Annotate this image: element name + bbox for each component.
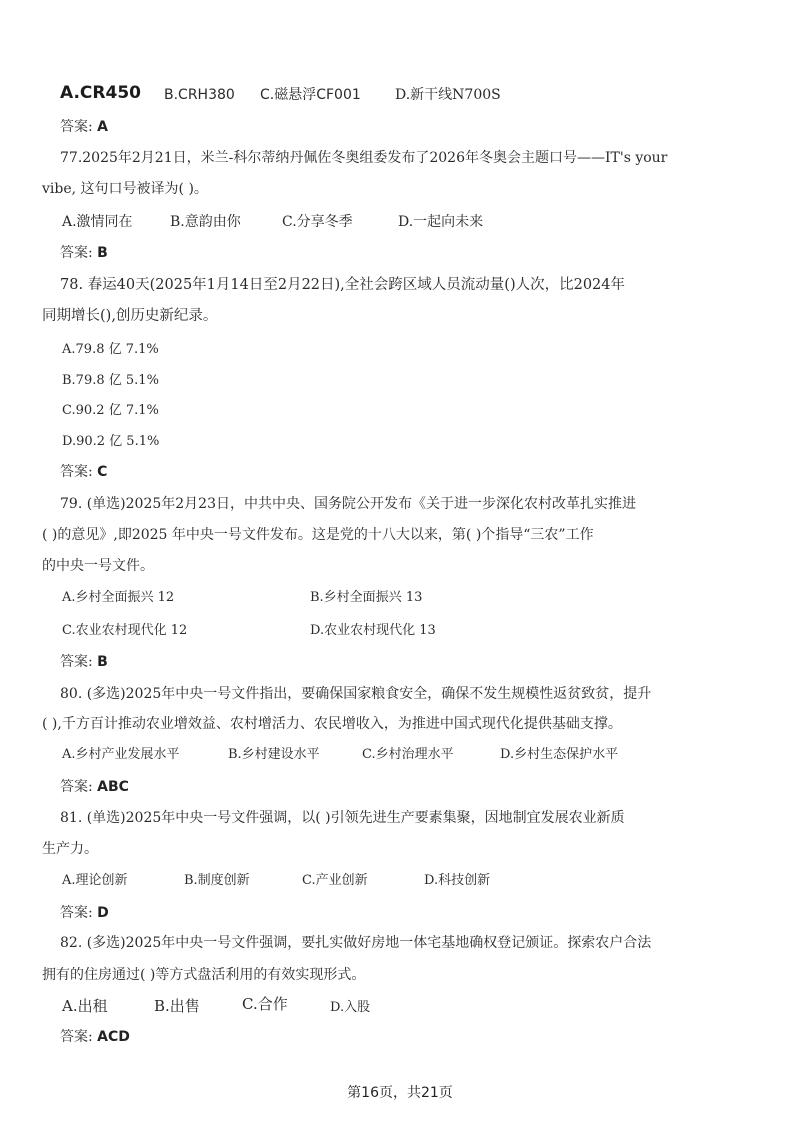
- answer-value: B: [97, 654, 108, 670]
- q77-option-c: C.分享冬季: [282, 214, 353, 230]
- q78-option-c: C.90.2 亿 7.1%: [62, 403, 159, 418]
- q78-option-b: B.79.8 亿 5.1%: [62, 373, 159, 388]
- q81-stem-line-1: 81. (单选)2025年中央一号文件强调，以( )引领先进生产要素集聚，因地制宜发展农业新质: [60, 810, 625, 826]
- q78-answer: [60, 463, 107, 481]
- q76-option-d: D.新干线N700S: [395, 87, 501, 103]
- q77-stem-line-1: 77.2025年2月21日，米兰-科尔蒂纳丹佩佐冬奥组委发布了2026年冬奥会主题口号——IT's your: [60, 150, 668, 166]
- q81-option-d: D.科技创新: [424, 873, 491, 888]
- answer-value: B: [97, 245, 108, 261]
- q82-stem-line-1: 82. (多选)2025年中央一号文件强调，要扎实做好房地一体宅基地确权登记颁证。探索农户合法: [60, 935, 652, 951]
- q77-option-a: A.激情同在: [62, 214, 133, 230]
- page-number-footer: 第16页，共21页: [347, 1085, 453, 1101]
- answer-label: 答案:: [60, 779, 93, 795]
- answer-label: 答案:: [60, 905, 93, 921]
- q82-option-a: A.出租: [62, 997, 108, 1015]
- q76-answer: [60, 118, 108, 136]
- q77-option-b: B.意韵由你: [170, 214, 241, 230]
- q76-option-b: B.CRH380: [164, 87, 235, 103]
- q79-option-c: C.农业农村现代化 12: [62, 623, 188, 638]
- answer-label: 答案:: [60, 1029, 93, 1045]
- q81-option-a: A.理论创新: [62, 873, 128, 888]
- q79-option-b: B.乡村全面振兴 13: [310, 590, 423, 605]
- q79-option-a: A.乡村全面振兴 12: [62, 590, 175, 605]
- q79-stem-line-1: 79. (单选)2025年2月23日，中共中央、国务院公开发布《关于进一步深化农村改革扎实推进: [60, 496, 636, 512]
- answer-value: D: [97, 905, 109, 921]
- q81-answer: [60, 904, 109, 922]
- q82-answer: [60, 1028, 130, 1046]
- q80-option-d: D.乡村生态保护水平: [500, 747, 619, 762]
- q78-option-d: D.90.2 亿 5.1%: [62, 434, 160, 449]
- q82-option-c: C.合作: [242, 995, 288, 1013]
- q81-option-b: B.制度创新: [184, 873, 250, 888]
- answer-value: ABC: [97, 779, 129, 795]
- q82-option-b: B.出售: [154, 997, 200, 1015]
- q80-stem-line-1: 80. (多选)2025年中央一号文件指出，要确保国家粮食安全，确保不发生规模性返贫致贫，提升: [60, 686, 652, 702]
- q77-answer: [60, 244, 108, 262]
- q82-option-d: D.入股: [330, 1000, 371, 1015]
- q76-option-c: C.磁悬浮CF001: [260, 87, 361, 103]
- answer-value: ACD: [97, 1029, 130, 1045]
- q79-answer: [60, 653, 108, 671]
- answer-label: 答案:: [60, 245, 93, 261]
- q81-stem-line-2: 生产力。: [42, 841, 98, 857]
- q77-option-d: D.一起向未来: [398, 214, 484, 230]
- q77-stem-line-2: vibe, 这句口号被译为( )。: [42, 181, 208, 197]
- q82-stem-line-2: 拥有的住房通过( )等方式盘活利用的有效实现形式。: [42, 967, 366, 983]
- q78-stem-line-2: 同期增长(),创历史新纪录。: [42, 308, 218, 324]
- answer-value: A: [97, 119, 109, 135]
- q81-option-c: C.产业创新: [302, 873, 368, 888]
- q79-stem-line-2: ( )的意见》,即2025 年中央一号文件发布。这是党的十八大以来，第( )个指导“三农”工作: [42, 527, 594, 543]
- q78-stem-line-1: 78. 春运40天(2025年1月14日至2月22日),全社会跨区域人员流动量()人次，比2024年: [60, 277, 626, 293]
- q80-answer: [60, 778, 129, 796]
- q80-option-a: A.乡村产业发展水平: [62, 747, 180, 762]
- q76-option-a: A.CR450: [60, 83, 141, 103]
- q79-stem-line-3: 的中央一号文件。: [42, 558, 154, 574]
- answer-label: 答案:: [60, 119, 93, 135]
- answer-value: C: [97, 464, 108, 480]
- q78-option-a: A.79.8 亿 7.1%: [62, 342, 159, 357]
- q80-option-c: C.乡村治理水平: [362, 747, 454, 762]
- answer-label: 答案:: [60, 464, 93, 480]
- q79-option-d: D.农业农村现代化 13: [310, 623, 436, 638]
- q80-stem-line-2: ( ),千方百计推动农业增效益、农村增活力、农民增收入，为推进中国式现代化提供基础支撑。: [42, 716, 622, 732]
- q80-option-b: B.乡村建设水平: [228, 747, 320, 762]
- answer-label: 答案:: [60, 654, 93, 670]
